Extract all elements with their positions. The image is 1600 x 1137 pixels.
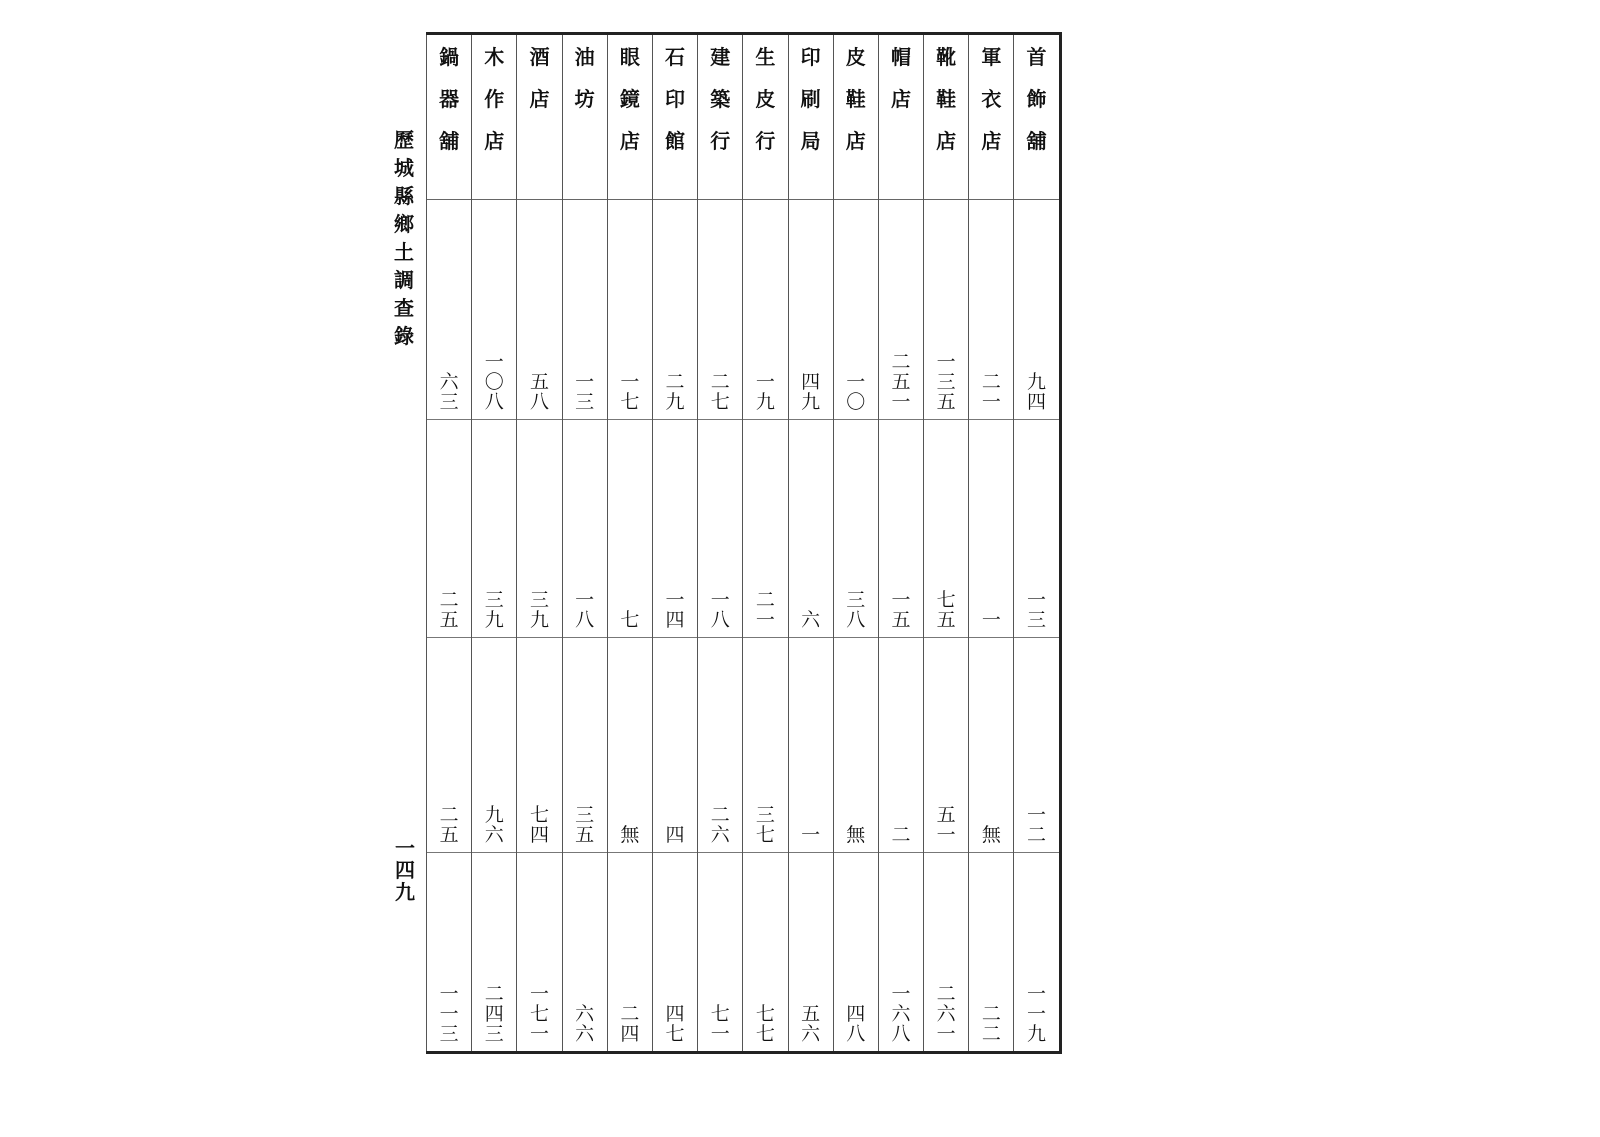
- value-cell: [924, 638, 968, 853]
- character: 店: [484, 129, 505, 153]
- value-cell: [924, 200, 968, 420]
- character: 舖: [439, 129, 460, 153]
- value-cell: [608, 420, 652, 638]
- column-header: [969, 35, 1013, 200]
- character: 錄: [394, 324, 414, 348]
- value-cell: [969, 200, 1013, 420]
- character: 一: [801, 824, 821, 847]
- value-cell: [427, 420, 471, 638]
- value-cell: [653, 853, 697, 1051]
- character: 三: [846, 589, 866, 612]
- value-cell: [789, 853, 833, 1051]
- value-cell: [879, 638, 923, 853]
- character: 三: [755, 804, 775, 827]
- character: 四: [395, 858, 415, 882]
- character: 館: [665, 129, 686, 153]
- character: 二: [981, 371, 1001, 394]
- character: 一: [936, 824, 956, 847]
- column-header: [834, 35, 878, 200]
- value-cell: [698, 638, 742, 853]
- character: 五: [439, 609, 459, 632]
- character: 二: [710, 804, 730, 827]
- character: 三: [529, 589, 549, 612]
- character: 四: [665, 824, 685, 847]
- running-title: [392, 130, 416, 346]
- character: 五: [575, 824, 595, 847]
- column-header: [517, 35, 561, 200]
- value-cell: [969, 853, 1013, 1051]
- value-cell: [1014, 638, 1058, 853]
- column-header: [879, 35, 923, 200]
- value-cell: [834, 638, 878, 853]
- character: 〇: [484, 371, 504, 394]
- value-cell: [834, 200, 878, 420]
- character: 一: [891, 391, 911, 414]
- character: 五: [936, 609, 956, 632]
- character: 皮: [845, 45, 866, 69]
- value-cell: [472, 638, 516, 853]
- character: 五: [891, 609, 911, 632]
- character: 一: [1027, 1003, 1047, 1026]
- value-cell: [1014, 200, 1058, 420]
- character: 六: [439, 371, 459, 394]
- character: 二: [1027, 824, 1047, 847]
- character: 四: [801, 371, 821, 394]
- character: 二: [439, 804, 459, 827]
- value-cell: [563, 638, 607, 853]
- character: 九: [1027, 1023, 1047, 1046]
- character: 七: [755, 1023, 775, 1046]
- value-cell: [1014, 420, 1058, 638]
- character: 一: [529, 983, 549, 1006]
- character: 一: [620, 371, 640, 394]
- character: 店: [981, 129, 1002, 153]
- character: 印: [800, 45, 821, 69]
- character: 五: [936, 804, 956, 827]
- character: 六: [575, 1003, 595, 1026]
- character: 無: [981, 824, 1001, 847]
- value-cell: [653, 638, 697, 853]
- character: 三: [439, 1023, 459, 1046]
- value-cell: [789, 420, 833, 638]
- character: 鞋: [845, 87, 866, 111]
- character: 六: [484, 824, 504, 847]
- character: 一: [891, 983, 911, 1006]
- value-cell: [879, 853, 923, 1051]
- character: 四: [665, 609, 685, 632]
- value-cell: [427, 200, 471, 420]
- character: 六: [575, 1023, 595, 1046]
- table-column: [742, 35, 787, 1051]
- character: 三: [1027, 609, 1047, 632]
- character: 八: [710, 609, 730, 632]
- character: 一: [936, 351, 956, 374]
- character: 六: [801, 609, 821, 632]
- value-cell: [517, 420, 561, 638]
- character: 七: [710, 391, 730, 414]
- character: 鞋: [936, 87, 957, 111]
- character: 二: [439, 589, 459, 612]
- character: 一: [575, 589, 595, 612]
- value-cell: [427, 853, 471, 1051]
- character: 一: [1027, 804, 1047, 827]
- character: 一: [529, 1023, 549, 1046]
- character: 一: [981, 391, 1001, 414]
- character: 築: [710, 87, 731, 111]
- character: 二: [710, 371, 730, 394]
- character: 八: [575, 609, 595, 632]
- character: 七: [529, 1003, 549, 1026]
- character: 行: [755, 129, 776, 153]
- column-header: [789, 35, 833, 200]
- character: 酒: [529, 45, 550, 69]
- character: 三: [936, 371, 956, 394]
- character: 三: [484, 589, 504, 612]
- character: 店: [845, 129, 866, 153]
- value-cell: [472, 420, 516, 638]
- character: 四: [529, 824, 549, 847]
- character: 軍: [981, 45, 1002, 69]
- character: 一: [936, 1023, 956, 1046]
- table-columns: [426, 35, 1059, 1051]
- value-cell: [1014, 853, 1058, 1051]
- character: 三: [575, 391, 595, 414]
- character: 八: [529, 391, 549, 414]
- value-cell: [472, 200, 516, 420]
- character: 九: [484, 609, 504, 632]
- character: 五: [439, 824, 459, 847]
- character: 二: [665, 371, 685, 394]
- character: 木: [484, 45, 505, 69]
- character: 一: [891, 589, 911, 612]
- character: 一: [1027, 589, 1047, 612]
- column-header: [563, 35, 607, 200]
- value-cell: [698, 200, 742, 420]
- page-number: [394, 838, 416, 902]
- value-cell: [743, 420, 787, 638]
- character: 一: [665, 589, 685, 612]
- table-column: [426, 35, 471, 1051]
- character: 七: [620, 391, 640, 414]
- column-header: [924, 35, 968, 200]
- value-cell: [517, 638, 561, 853]
- character: 七: [710, 1003, 730, 1026]
- character: 九: [395, 880, 415, 904]
- character: 一: [395, 836, 415, 860]
- character: 八: [484, 391, 504, 414]
- character: 三: [484, 1023, 504, 1046]
- value-cell: [698, 853, 742, 1051]
- column-header: [427, 35, 471, 200]
- character: 皮: [755, 87, 776, 111]
- character: 縣: [394, 184, 414, 208]
- value-cell: [563, 853, 607, 1051]
- character: 油: [574, 45, 595, 69]
- value-cell: [879, 200, 923, 420]
- character: 二: [981, 1003, 1001, 1026]
- table-column: [923, 35, 968, 1051]
- character: 調: [394, 268, 414, 292]
- character: 八: [891, 1023, 911, 1046]
- value-cell: [517, 853, 561, 1051]
- character: 〇: [846, 391, 866, 414]
- value-cell: [427, 638, 471, 853]
- character: 局: [800, 129, 821, 153]
- character: 首: [1026, 45, 1047, 69]
- value-cell: [563, 200, 607, 420]
- character: 二: [755, 589, 775, 612]
- character: 九: [665, 391, 685, 414]
- value-cell: [879, 420, 923, 638]
- character: 二: [891, 824, 911, 847]
- character: 九: [755, 391, 775, 414]
- character: 無: [846, 824, 866, 847]
- character: 店: [890, 87, 911, 111]
- character: 印: [665, 87, 686, 111]
- table-column: [1013, 35, 1058, 1051]
- character: 二: [936, 983, 956, 1006]
- table-column: [878, 35, 923, 1051]
- value-cell: [608, 200, 652, 420]
- table-column: [471, 35, 516, 1051]
- character: 一: [846, 371, 866, 394]
- character: 四: [846, 1003, 866, 1026]
- column-header: [1014, 35, 1058, 200]
- character: 五: [529, 371, 549, 394]
- character: 八: [846, 1023, 866, 1046]
- value-cell: [789, 638, 833, 853]
- character: 九: [801, 391, 821, 414]
- character: 帽: [890, 45, 911, 69]
- character: 六: [710, 824, 730, 847]
- character: 四: [620, 1023, 640, 1046]
- character: 二: [484, 983, 504, 1006]
- character: 七: [936, 589, 956, 612]
- table-column: [833, 35, 878, 1051]
- character: 器: [439, 87, 460, 111]
- table-column: [652, 35, 697, 1051]
- character: 六: [891, 1003, 911, 1026]
- character: 三: [575, 804, 595, 827]
- character: 一: [484, 351, 504, 374]
- value-cell: [563, 420, 607, 638]
- character: 建: [710, 45, 731, 69]
- table-bottom-rule: [426, 1051, 1062, 1054]
- value-cell: [834, 853, 878, 1051]
- character: 五: [936, 391, 956, 414]
- character: 舖: [1026, 129, 1047, 153]
- character: 土: [394, 240, 414, 264]
- character: 七: [665, 1023, 685, 1046]
- character: 鄉: [394, 212, 414, 236]
- character: 一: [575, 371, 595, 394]
- table-right-rule: [1059, 32, 1062, 1054]
- character: 眼: [619, 45, 640, 69]
- character: 一: [1027, 983, 1047, 1006]
- character: 一: [710, 589, 730, 612]
- character: 一: [981, 609, 1001, 632]
- table-column: [516, 35, 561, 1051]
- character: 一: [755, 371, 775, 394]
- value-cell: [924, 420, 968, 638]
- character: 七: [620, 609, 640, 632]
- character: 九: [1027, 371, 1047, 394]
- table-column: [788, 35, 833, 1051]
- character: 歷: [394, 128, 414, 152]
- character: 六: [801, 1023, 821, 1046]
- character: 七: [755, 1003, 775, 1026]
- character: 四: [484, 1003, 504, 1026]
- character: 四: [665, 1003, 685, 1026]
- value-cell: [924, 853, 968, 1051]
- character: 八: [846, 609, 866, 632]
- character: 七: [755, 824, 775, 847]
- character: 一: [439, 1003, 459, 1026]
- column-header: [653, 35, 697, 200]
- value-cell: [969, 420, 1013, 638]
- value-cell: [969, 638, 1013, 853]
- character: 七: [529, 804, 549, 827]
- character: 行: [710, 129, 731, 153]
- value-cell: [653, 420, 697, 638]
- character: 九: [529, 609, 549, 632]
- table-column: [562, 35, 607, 1051]
- value-cell: [743, 853, 787, 1051]
- value-cell: [517, 200, 561, 420]
- character: 店: [619, 129, 640, 153]
- value-cell: [834, 420, 878, 638]
- value-cell: [472, 853, 516, 1051]
- character: 一: [710, 1023, 730, 1046]
- character: 五: [801, 1003, 821, 1026]
- character: 六: [936, 1003, 956, 1026]
- value-cell: [743, 638, 787, 853]
- character: 鍋: [439, 45, 460, 69]
- table-column: [607, 35, 652, 1051]
- character: 二: [620, 1003, 640, 1026]
- character: 九: [484, 804, 504, 827]
- character: 一: [439, 983, 459, 1006]
- column-header: [608, 35, 652, 200]
- value-cell: [608, 853, 652, 1051]
- value-cell: [789, 200, 833, 420]
- table-column: [968, 35, 1013, 1051]
- character: 石: [665, 45, 686, 69]
- value-cell: [608, 638, 652, 853]
- character: 店: [529, 87, 550, 111]
- character: 飾: [1026, 87, 1047, 111]
- statistics-table: [426, 32, 1062, 1054]
- column-header: [743, 35, 787, 200]
- character: 查: [394, 296, 414, 320]
- character: 靴: [936, 45, 957, 69]
- character: 衣: [981, 87, 1002, 111]
- value-cell: [698, 420, 742, 638]
- character: 二: [981, 1023, 1001, 1046]
- character: 鏡: [619, 87, 640, 111]
- character: 城: [394, 156, 414, 180]
- table-column: [697, 35, 742, 1051]
- column-header: [472, 35, 516, 200]
- value-cell: [653, 200, 697, 420]
- character: 無: [620, 824, 640, 847]
- character: 三: [439, 391, 459, 414]
- value-cell: [743, 200, 787, 420]
- character: 五: [891, 371, 911, 394]
- character: 刷: [800, 87, 821, 111]
- character: 店: [936, 129, 957, 153]
- character: 四: [1027, 391, 1047, 414]
- character: 二: [891, 351, 911, 374]
- column-header: [698, 35, 742, 200]
- character: 坊: [574, 87, 595, 111]
- character: 作: [484, 87, 505, 111]
- character: 一: [755, 609, 775, 632]
- character: 生: [755, 45, 776, 69]
